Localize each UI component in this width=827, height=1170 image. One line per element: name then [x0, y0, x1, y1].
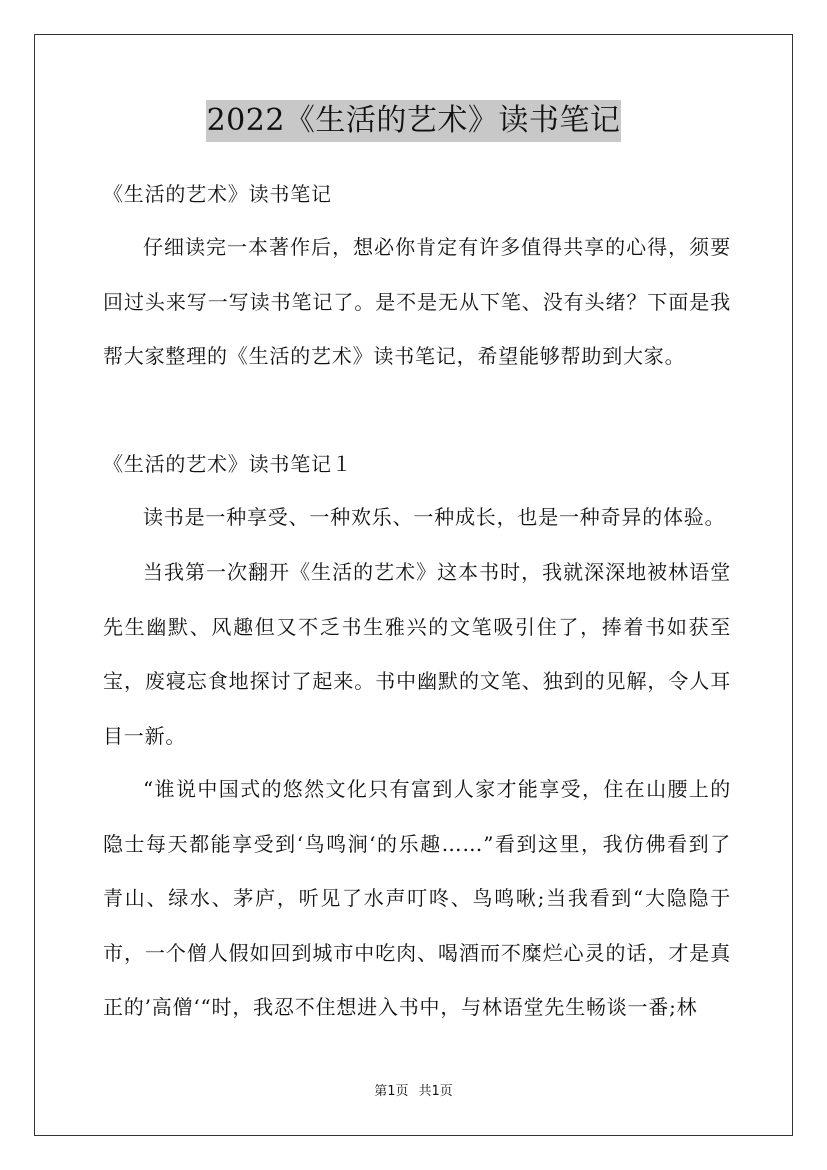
page-number-total: 共1页 [418, 1084, 453, 1099]
page-number-current: 第1页 [374, 1084, 409, 1099]
document-title [0, 100, 827, 142]
intro-paragraph: 仔细读完一本著作后，想必你肯定有许多值得共享的心得，须要回过头来写一写读书笔记了。是不是无从下笔、没有头绪？下面是我帮大家整理的《生活的艺术》读书笔记，希望能够帮助到大家。 [103, 235, 731, 368]
document-title-text: 2022《生活的艺术》读书笔记 [206, 100, 622, 142]
page-footer [0, 1083, 827, 1101]
section-1-paragraph-1: 读书是一种享受、一种欢乐、一种成长，也是一种奇异的体验。 [143, 505, 726, 529]
section-1-heading: 《生活的艺术》读书笔记１ [103, 452, 353, 476]
section-1-paragraph-3: “谁说中国式的悠然文化只有富到人家才能享受，住在山腰上的隐士每天都能享受到‘鸟鸣涧‘的乐趣……”看到这里，我仿佛看到了青山、绿水、茅庐，听见了水声叮咚、鸟鸣啾;当我看到“大隐隐于市，一个僧人假如回到城市中吃肉、喝酒而不糜烂心灵的话，才是真正的’高僧‘“时，我忍不住想进入书中，与林语堂先生畅谈一番;林 [103, 777, 731, 1019]
section-1-paragraph-2: 当我第一次翻开《生活的艺术》这本书时，我就深深地被林语堂先生幽默、风趣但又不乏书生雅兴的文笔吸引住了，捧着书如获至宝，废寝忘食地探讨了起来。书中幽默的文笔、独到的见解，令人耳目一新。 [103, 560, 731, 748]
intro-heading: 《生活的艺术》读书笔记 [103, 182, 332, 206]
